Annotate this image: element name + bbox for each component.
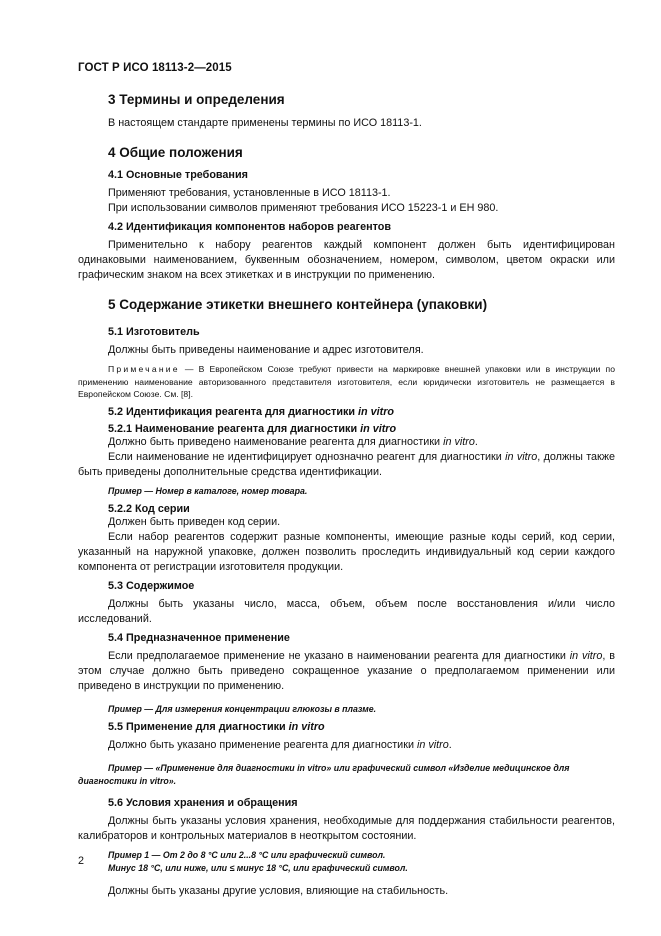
- section-5-3-text: Должны быть указаны число, масса, объем, объем после восстановления и/или число исследований.: [78, 597, 615, 625]
- section-5-6-example-1: Пример 1 — От 2 до 8 °С или 2...8 °С или графический символ.: [108, 849, 386, 860]
- section-5-2-1-title: 5.2.1 Наименование реагента для диагностики in vitro: [108, 422, 397, 435]
- section-4-1-title: 4.1 Основные требования: [108, 169, 248, 181]
- section-5-6-text: Должны быть указаны условия хранения, необходимые для поддержания стабильности реагентов, калибраторов и контрольных материалов в неоткрытом состоянии.: [78, 814, 615, 842]
- standard-designation: ГОСТ Р ИСО 18113-2—2015: [78, 62, 232, 74]
- section-5-2-2-line1: Должен быть приведен код серии.: [108, 515, 281, 528]
- section-4-1-line2: При использовании символов применяют требования ИСО 15223-1 и ЕН 980.: [108, 202, 499, 214]
- section-5-2-title: 5.2 Идентификация реагента для диагностики in vitro: [108, 405, 395, 418]
- section-5-4-example: Пример — Для измерения концентрации глюкозы в плазме.: [108, 703, 377, 714]
- section-5-6-text-2: Должны быть указаны другие условия, влияющие на стабильность.: [108, 884, 449, 897]
- note-text: — В Европейском Союзе требуют привести на маркировке внешней упаковки или в инструкции по применению наименование авторизованного представителя изготовителя, если юридически изготовитель не размещается в Европейском Союзе. См. [8].: [78, 364, 615, 399]
- section-5-2-1-line1: Должно быть приведено наименование реагента для диагностики in vitro.: [108, 435, 478, 448]
- section-3-title: 3 Термины и определения: [108, 92, 285, 107]
- section-5-6-example-1b: Минус 18 °С, или ниже, или ≤ минус 18 °С, или графический символ.: [108, 862, 408, 873]
- section-5-3-title: 5.3 Содержимое: [108, 579, 195, 592]
- section-5-2-1-line2: Если наименование не идентифицирует однозначно реагент для диагностики in vitro, должны также быть приведены дополнительные средства идентификации.: [78, 450, 615, 478]
- section-4-title: 4 Общие положения: [108, 145, 243, 160]
- section-5-2-2-line2: Если набор реагентов содержит разные компоненты, имеющие разные коды серий, код серии, указанный на наружной упаковке, должен позволить проследить индивидуальный код серии каждого компонента от регистрации изготовителя продукции.: [78, 530, 615, 573]
- section-3-text: В настоящем стандарте применены термины по ИСО 18113-1.: [108, 117, 422, 129]
- note-label: Примечание: [108, 364, 180, 374]
- page-number: 2: [78, 855, 85, 867]
- section-5-5-title: 5.5 Применение для диагностики in vitro: [108, 720, 325, 733]
- section-5-2-1-example: Пример — Номер в каталоге, номер товара.: [108, 485, 308, 496]
- section-4-2-title: 4.2 Идентификация компонентов наборов реагентов: [108, 221, 392, 233]
- section-5-1-title: 5.1 Изготовитель: [108, 326, 200, 338]
- section-5-4-title: 5.4 Предназначенное применение: [108, 631, 290, 644]
- section-4-1-line1: Применяют требования, установленные в ИСО 18113-1.: [108, 187, 391, 199]
- section-5-1-note: [78, 363, 615, 401]
- section-5-5-example: Пример — «Применение для диагностики in vitro» или графический символ «Изделие медицинское для диагностики in vitro».: [78, 762, 570, 786]
- section-5-5-text: Должно быть указано применение реагента для диагностики in vitro.: [108, 738, 452, 751]
- section-5-title: 5 Содержание этикетки внешнего контейнера (упаковки): [108, 297, 488, 312]
- section-5-6-title: 5.6 Условия хранения и обращения: [108, 796, 298, 809]
- section-5-2-2-title: 5.2.2 Код серии: [108, 502, 190, 515]
- section-4-2-text: Применительно к набору реагентов каждый компонент должен быть идентифицирован одинаковыми наименованием, буквенным обозначением, номером, символом, цветом окраски или графическим знаком на всех этикетках и в инструкции по применению.: [78, 239, 615, 281]
- page-content: [78, 92, 615, 899]
- section-5-4-text: Если предполагаемое применение не указано в наименовании реагента для диагностики in vitro, в этом случае должно быть приведено сокращенное указание о предполагаемом применении или приведено в инструкции по применению.: [78, 649, 615, 692]
- section-5-1-text: Должны быть приведены наименование и адрес изготовителя.: [108, 344, 424, 356]
